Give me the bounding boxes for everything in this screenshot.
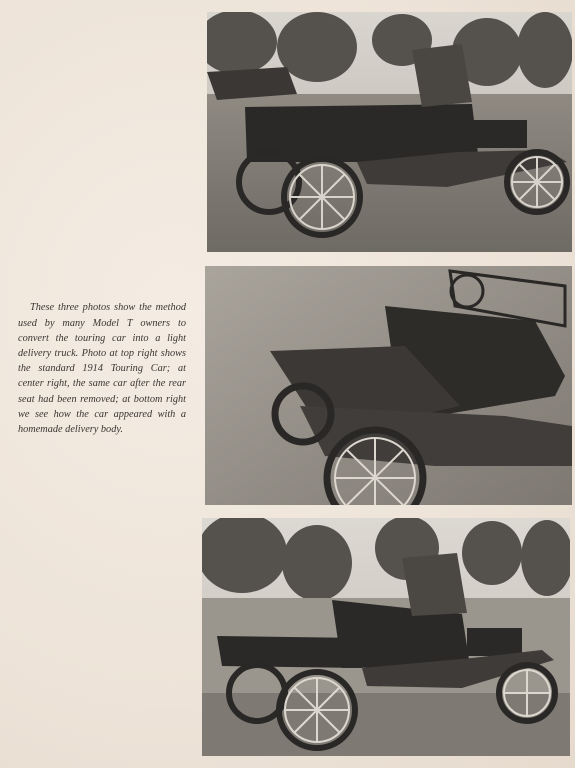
photo-touring-car [207,12,572,252]
photo-delivery-body [202,518,570,756]
photo-caption: These three photos show the method used by many Model T owners to convert the touring car into a light delivery truck. Photo at top right shows the standard 1914 Touring Car; at center right, the same car after the rear seat had been removed; at bottom right we see how the car appeared with a homemade delivery body. [18,302,186,435]
photo-rear-seat-removed [205,266,572,505]
